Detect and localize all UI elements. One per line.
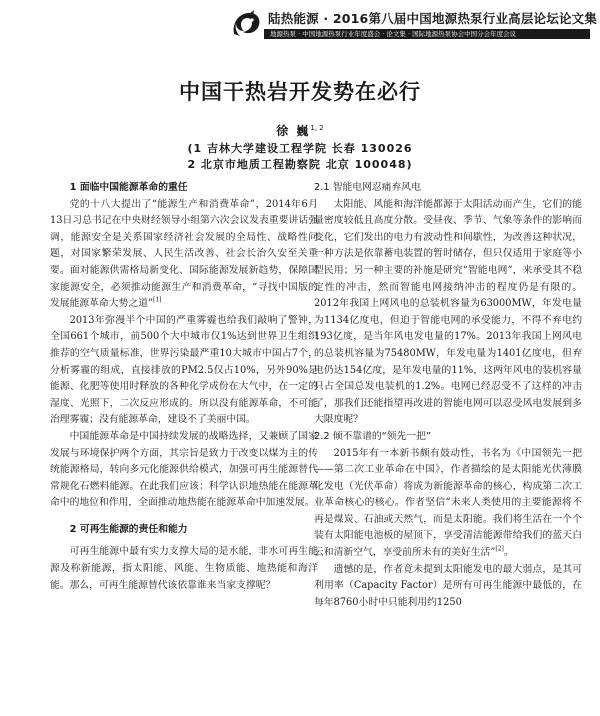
subsection-2-1-title: 2.1 智能电网忍痛弃风电: [314, 182, 421, 193]
dragon-logo-icon: [228, 6, 264, 42]
author-superscript: 1, 2: [310, 124, 324, 132]
paper-title: 中国干热岩开发势在必行: [179, 80, 421, 104]
left-column: [50, 180, 318, 594]
section-1-paragraph-1: [50, 197, 318, 313]
header-title: 陆热能源 · 2016第八届中国地源热泵行业高层论坛论文集: [268, 11, 598, 26]
right-column: [314, 180, 582, 611]
page-header: [0, 0, 600, 46]
section-2-paragraph-1: 可再生能源中最有实力支撑大局的是水能，非水可再生能源及称新能源，指太阳能、风能、生物质能、地热能和海洋能。那么，可再生能源替代该依靠谁来当家支撑呢？: [50, 546, 318, 591]
paper-author: [0, 122, 600, 139]
s1-p1-text: 党的十八大提出了“能源生产和消费革命”，2014年6月13日习总书记在中央财经领导小组第六次会议发表重要讲话强调，能源安全是关系国家经济社会发展的全局性、战略性问题，对国家繁荣发展、人民生活改善、社会长治久安至关重要。面对能源供需格局新变化、国际能源发展新趋势，保障国家能源安全，必须推动能源生产和消费革命，“寻找中国版的发展能源革命大势之道”: [50, 198, 318, 310]
section-1-title: 1 面临中国能源革命的重任: [69, 182, 188, 193]
affiliation-2: 2 北京市地质工程勘察院 北京 100048): [187, 158, 413, 171]
citation-1: [1]: [152, 296, 162, 304]
subsection-2-2-paragraph-2: 遗憾的是，作者竟未提到太阳能发电的最大弱点，是其可利用率（Capacity Factor）是所有可再生能源中最低的，在每年8760小时中只能利用约1250: [314, 563, 582, 608]
affiliation-1: (1 吉林大学建设工程学院 长春 130026: [187, 142, 413, 155]
subsection-2-2-title: 2.2 倾不靠谱的“领先一把”: [314, 430, 432, 442]
citation-2: [2]: [495, 545, 504, 553]
subsection-2-2-paragraph-1: 2015年有一本新书颇有鼓动性，书名为《中国领先一把——第二次工业革命在中国》，作者描绘的是太阳能光伏薄膜化发电（光伏革命）将成为新能源革命的核心，构成第二次工业革命核心的核心。作者坚信“未来人类使用的主要能源将不再是煤炭、石油或天然气，而是太阳能。我们将生活在一个个装有太阳能电池板的屋顶下，享受清洁能源带给我们的蓝天白云和清新空气，享受前所未有的美好生活”[2]。: [314, 447, 582, 559]
subsection-2-1-paragraph: 太阳能、风能和海洋能都源于太阳活动而产生，它们的能量密度较低且高度分散。受昼夜、季节、气象等条件的影响而变化，它们发出的电力有波动性和间歇性，为改善这种状况，一种方法是依靠蓄电装置的暂时储存，但只仅适用于家庭等小型民用；另一种主要的补施是研究“智能电网”，来承受其不稳定性的冲击，然而智能电网接纳冲击的程度仍是有限的。2012年我国上网风电的总装机容量为63000MW，年发电量为1134亿度电，但迫于智能电网的承受能力，不得不弃电约193亿度，是当年风电发电量的17%。2013年我国上网风电的总装机容量为75480MW，年发电量为1401亿度电，但弃电仍达154亿度，是年发电量的11%，这两年风电的装机容量只占全国总发电装机的1.2%。电网已经忍受不了这样的冲击了，那我们还能指望再改进的智能电网可以忍受风电发展到多大限度呢？: [314, 198, 582, 426]
header-subtitle: 地源热泵 · 中国地源热泵行业年度盛会 · 论文集 · 国际地源热泵协会中国分会年度会议: [270, 30, 517, 38]
author-name: 徐 巍: [276, 124, 311, 138]
section-2-title: 2 可再生能源的责任和能力: [69, 523, 188, 535]
section-1-paragraph-2: 2013年弥漫半个中国的严重雾霾也给我们敲响了警钟，全国661个城市，前500个大中城市仅1%达到世界卫生组织推荐的空气质量标准，世界污染最严重10大城市中国占7个，分析雾霾的组成，直接排放的PM2.5仅占10%，另外90%是能源、化肥等使用时释放的各种化学成份在大气中，在一定的湿度、光照下，二次反应形成的。所以没有能源革命，不可能治理雾霾；没有能源革命，建设不了美丽中国。: [50, 314, 318, 426]
section-1-paragraph-3: 中国能源革命是中国持续发展的战略选择，又兼顾了国家发展与环境保护两个方面，其宗旨是致力于改变以煤为主的传统能源格局，转向多元化能源供给模式，加强可再生能源替代常规化石燃料能源。在此我们应该：科学认识地热能在能源革命中的地位和作用，全面推动地热能在能源革命中加速发展。: [50, 430, 318, 509]
sub2-p1-text: 2015年有一本新书颇有鼓动性，书名为《中国领先一把——第二次工业革命在中国》，作者描绘的是太阳能光伏薄膜化发电（光伏革命）将成为新能源革命的核心，构成第二次工业革命核心的核心。作者坚信“未来人类使用的主要能源将不再是煤炭、石油或天然气，而是太阳能。我们将生活在一个个装有太阳能电池板的屋顶下，享受清洁能源带给我们的蓝天白云和清新空气，享受前所未有的美好生活”: [314, 447, 582, 559]
